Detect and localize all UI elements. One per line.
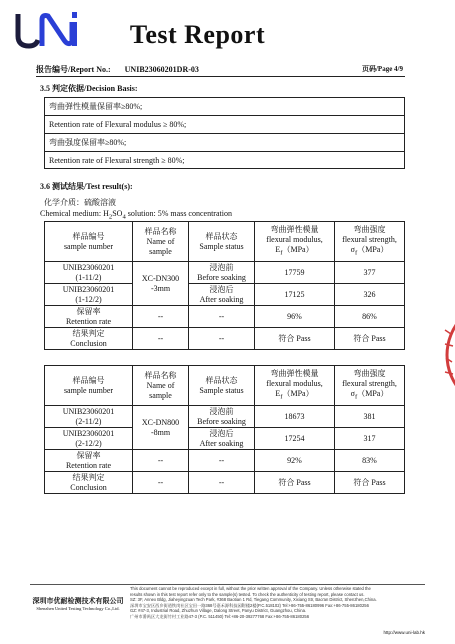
conclusion-modulus-cell: 符合 Pass bbox=[255, 472, 335, 494]
table-row bbox=[45, 450, 405, 472]
page-value: 4/9 bbox=[394, 65, 403, 73]
empty-cell: -- bbox=[133, 328, 189, 350]
table-row bbox=[45, 284, 405, 306]
empty-cell: -- bbox=[189, 472, 255, 494]
sample-name-cell: XC-DN300 -3mm bbox=[133, 262, 189, 306]
sample-id-cell: UNIB23060201 (2-11/2) bbox=[45, 406, 133, 428]
footer-line: GZ: #47-3, Industrial Road, Zhuzhun Village, Dalong Street, Panyu District, Guangzhou, China. bbox=[130, 608, 307, 614]
empty-cell: -- bbox=[133, 306, 189, 328]
status-cell: 浸泡后 After soaking bbox=[189, 284, 255, 306]
header-flexural-strength: 弯曲强度 flexural strength, $\sigma_f(MPa)$ bbox=[335, 222, 405, 262]
header-sample-status: 样品状态 Sample status bbox=[189, 366, 255, 406]
footer-line: results shown in this test report refer only to the sample(s) tested. To check the authenticity of testing report, please contact us. bbox=[130, 591, 365, 597]
table-row bbox=[45, 472, 405, 494]
basis-line: Retention rate of Flexural strength ≥ 80%; bbox=[49, 156, 185, 165]
retention-strength-cell: 83% bbox=[335, 450, 405, 472]
footer-line: SZ: 3F, Annex Bldg, Jiaheyingzuan Tech Park, #368 Baotian 1 Rd, Tiegang Community, Xixiang Str, Bao'an District, Shenzhen,China. bbox=[130, 597, 377, 603]
header-flexural-strength: 弯曲强度 flexural strength, $\sigma_f(MPa)$ bbox=[335, 366, 405, 406]
result-table-2 bbox=[44, 365, 405, 494]
modulus-cell: 17254 bbox=[255, 428, 335, 450]
footer-line: 深圳市宝安区西乡街道铁岗社区宝田一路368号嘉禾源科技园附楼2楼(P.C.518102) Tel:+86-755-86180996 Fax:+86-755-86180256 bbox=[130, 602, 369, 608]
company-name-en: Shenzhen United Testing Technology Co.,Ltd. bbox=[36, 606, 120, 611]
status-cell: 浸泡前 Before soaking bbox=[189, 406, 255, 428]
table-row bbox=[45, 428, 405, 450]
retention-modulus-cell: 96% bbox=[255, 306, 335, 328]
header-flexural-modulus: 弯曲弹性模量 flexural modulus, $E_f(MPa)$ bbox=[255, 366, 335, 406]
retention-strength-cell: 86% bbox=[335, 306, 405, 328]
strength-cell: 317 bbox=[335, 428, 405, 450]
empty-cell: -- bbox=[189, 450, 255, 472]
table-header-row bbox=[45, 366, 405, 406]
chemical-medium-cn: 化学介质：硫酸溶液 bbox=[44, 198, 116, 207]
conclusion-label-cell: 结果判定 Conclusion bbox=[45, 328, 133, 350]
footer-line: 广州市番禺区大龙街竹村工业路47-3 (P.C. 511450) Tel:+86-20-39277768 Fax:+86-755-86180256 bbox=[130, 613, 310, 619]
header-sample-name: 样品名称 Name of sample bbox=[133, 222, 189, 262]
footer-line: This document cannot be reproduced except in full, without the prior written approval of the Company. Unless otherwise stated the bbox=[130, 586, 371, 591]
empty-cell: -- bbox=[189, 306, 255, 328]
empty-cell: -- bbox=[133, 450, 189, 472]
report-no-value: UNIB23060201DR-03 bbox=[124, 65, 199, 74]
table-row bbox=[45, 306, 405, 328]
empty-cell: -- bbox=[133, 472, 189, 494]
sample-id-cell: UNIB23060201 (1-12/2) bbox=[45, 284, 133, 306]
modulus-cell: 18673 bbox=[255, 406, 335, 428]
retention-modulus-cell: 92% bbox=[255, 450, 335, 472]
sample-name-cell: XC-DN800 -8mm bbox=[133, 406, 189, 450]
strength-cell: 377 bbox=[335, 262, 405, 284]
table-row bbox=[45, 328, 405, 350]
strength-cell: 381 bbox=[335, 406, 405, 428]
header-sample-number: 样品编号 sample number bbox=[45, 222, 133, 262]
header-sample-name: 样品名称 Name of sample bbox=[133, 366, 189, 406]
test-result-heading: 3.6 测试结果/Test result(s): bbox=[40, 182, 133, 191]
header-sample-status: 样品状态 Sample status bbox=[189, 222, 255, 262]
header-sample-number: 样品编号 sample number bbox=[45, 366, 133, 406]
table-row bbox=[45, 406, 405, 428]
sample-id-cell: UNIB23060201 (2-12/2) bbox=[45, 428, 133, 450]
table-header-row bbox=[45, 222, 405, 262]
sample-id-cell: UNIB23060201 (1-11/2) bbox=[45, 262, 133, 284]
page-number bbox=[362, 64, 403, 74]
conclusion-label-cell: 结果判定 Conclusion bbox=[45, 472, 133, 494]
chemical-medium-en: Chemical medium: $H_2SO_4$ solution: 5% mass concentration bbox=[40, 209, 232, 221]
strength-cell: 326 bbox=[335, 284, 405, 306]
decision-basis-box bbox=[44, 97, 405, 169]
retention-label-cell: 保留率 Retention rate bbox=[45, 450, 133, 472]
header-divider bbox=[36, 76, 405, 77]
table-row bbox=[45, 262, 405, 284]
status-cell: 浸泡前 Before soaking bbox=[189, 262, 255, 284]
conclusion-strength-cell: 符合 Pass bbox=[335, 472, 405, 494]
company-name-cn: 深圳市优耐检测技术有限公司 bbox=[32, 597, 124, 605]
red-stamp-edge bbox=[441, 300, 455, 410]
footer-url[interactable]: http://www.uni-lab.hk bbox=[383, 630, 425, 635]
modulus-cell: 17759 bbox=[255, 262, 335, 284]
footer-company bbox=[30, 596, 126, 611]
basis-line: Retention rate of Flexural modulus ≥ 80%; bbox=[45, 116, 404, 134]
footer-disclaimer bbox=[130, 586, 430, 620]
status-cell: 浸泡后 After soaking bbox=[189, 428, 255, 450]
empty-cell: -- bbox=[189, 328, 255, 350]
footer-divider bbox=[30, 584, 425, 585]
report-number bbox=[36, 64, 199, 75]
conclusion-strength-cell: 符合 Pass bbox=[335, 328, 405, 350]
retention-label-cell: 保留率 Retention rate bbox=[45, 306, 133, 328]
decision-basis-heading: 3.5 判定依据/Decision Basis: bbox=[40, 84, 138, 93]
page-title: Test Report bbox=[129, 20, 266, 49]
page-label: 页码/Page bbox=[361, 65, 393, 73]
conclusion-modulus-cell: 符合 Pass bbox=[255, 328, 335, 350]
basis-line: 弯曲强度保留率≥80%; bbox=[45, 134, 404, 152]
basis-line: 弯曲弹性模量保留率≥80%; bbox=[45, 98, 404, 116]
result-table-1 bbox=[44, 221, 405, 350]
header-flexural-modulus: 弯曲弹性模量 flexural modulus, $E_f(MPa)$ bbox=[255, 222, 335, 262]
report-no-label: 报告编号/Report No.: bbox=[36, 65, 111, 74]
modulus-cell: 17125 bbox=[255, 284, 335, 306]
